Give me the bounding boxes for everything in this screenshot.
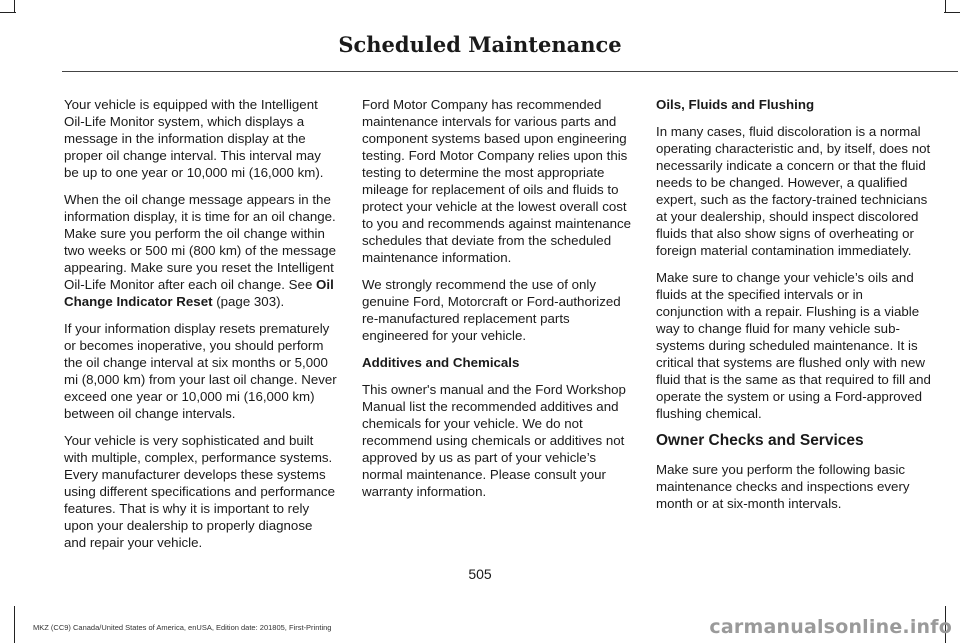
text-column-1 [64,96,338,561]
crop-mark [14,0,15,13]
section-heading: Additives and Chemicals [362,355,520,370]
paragraph: In many cases, fluid discoloration is a normal operating characteristic and, by itself, does not necessarily indicate a concern or that the fluid needs to be changed. However, a qualified expert, such as the factory-trained technicians at your dealership, should inspect discolored fluids that also show signs of overheating or foreign material contamination immediately. [656,124,931,258]
section-heading: Owner Checks and Services [656,432,864,449]
paragraph: Ford Motor Company has recommended maintenance intervals for various parts and component systems based upon engineering testing. Ford Motor Company relies upon this testing to determine the most appropriate mileage for replacement of oils and fluids to protect your vehicle at the lowest overall cost to you and recommends against maintenance schedules that deviate from the scheduled maintenance information. [362,97,632,265]
paragraph: Make sure you perform the following basic maintenance checks and inspections every month or at six-month intervals. [656,462,910,511]
page-number: 505 [468,566,492,582]
page-reference: (page 303). [212,294,285,309]
paragraph: If your information display resets prematurely or becomes inoperative, you should perform the oil change interval at six months or 5,000 mi (8,000 km) from your last oil change. Never exceed one year or 10,000 mi (16,000 km) between oil change intervals. [64,321,337,421]
paragraph: We strongly recommend the use of only genuine Ford, Motorcraft or Ford-authorized re-manufactured replacement parts engineered for your vehicle. [362,277,621,343]
paragraph: This owner's manual and the Ford Workshop Manual list the recommended additives and chemicals for your vehicle. We do not recommend using chemicals or additives not approved by us as part of your vehicle’s normal maintenance. Please consult your warranty information. [362,382,626,499]
crop-mark [945,0,946,13]
footer-edition-text: MKZ (CC9) Canada/United States of America, enUSA, Edition date: 201805, First-Printing [33,623,332,632]
text-column-3 [656,96,932,522]
watermark: carmanualsonline.info [709,616,952,638]
cross-reference-link[interactable]: Oil Change Indicator Reset [64,277,334,309]
paragraph-text: When the oil change message appears in the information display, it is time for an oil change. Make sure you perform the oil change within two weeks or 500 mi (800 km) of the message appearing. Make sure you reset the Intelligent Oil-Life Monitor after each oil change. See [64,192,336,292]
crop-mark [944,12,960,13]
paragraph: Make sure to change your vehicle’s oils and fluids at the specified intervals or in conjunction with a repair. Flushing is a viable way to change fluid for many vehicle sub-systems during scheduled maintenance. It is critical that systems are flushed only with new fluid that is the same as that required to fill and operate the system or using a Ford-approved flushing chemical. [656,270,931,421]
paragraph: Your vehicle is equipped with the Intelligent Oil-Life Monitor system, which displays a message in the information display at the proper oil change interval. This interval may be up to one year or 10,000 mi (16,000 km). [64,97,324,180]
crop-mark [14,606,15,643]
header-divider [62,71,958,72]
page-title: Scheduled Maintenance [338,32,622,57]
paragraph [64,191,338,310]
paragraph: Your vehicle is very sophisticated and built with multiple, complex, performance systems. Every manufacturer develops these systems using different specifications and performance features. That is why it is important to rely upon your dealership to properly diagnose and repair your vehicle. [64,433,336,550]
section-heading: Oils, Fluids and Flushing [656,97,815,112]
text-column-2 [362,96,636,510]
